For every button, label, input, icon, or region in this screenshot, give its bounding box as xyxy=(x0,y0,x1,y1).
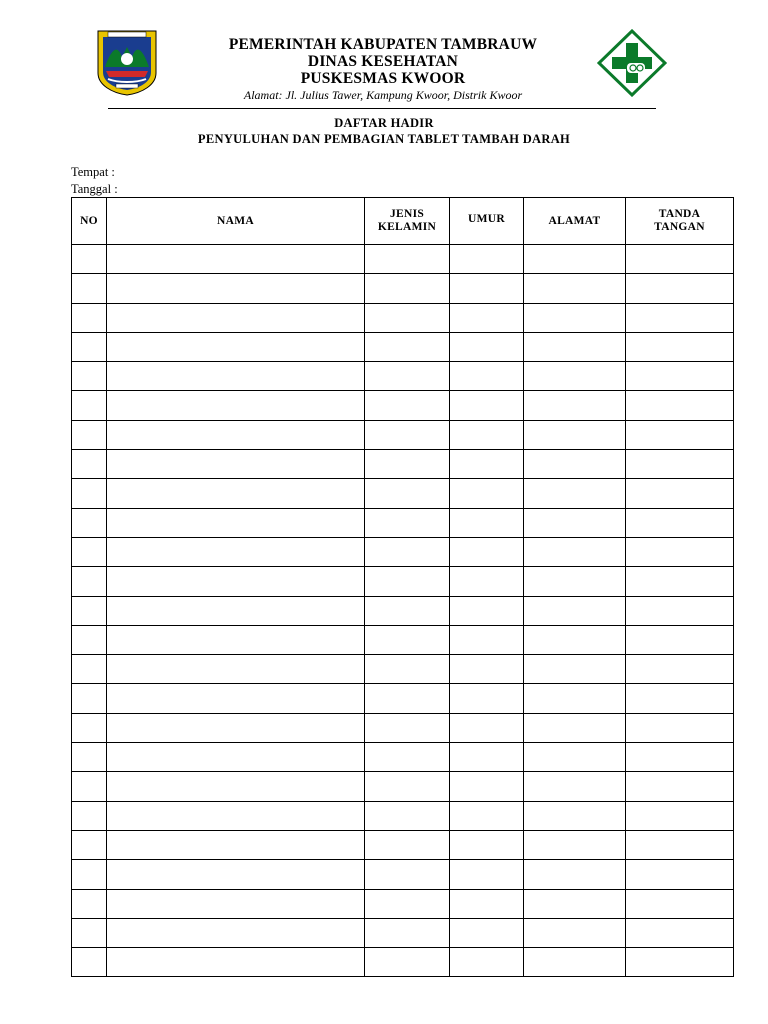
column-header-age: UMUR xyxy=(450,198,524,245)
cell-age xyxy=(450,508,524,537)
cell-gender xyxy=(365,801,450,830)
letterhead-divider xyxy=(108,108,656,109)
cell-gender xyxy=(365,684,450,713)
cell-signature xyxy=(626,274,734,303)
cell-age xyxy=(450,537,524,566)
column-header-address: ALAMAT xyxy=(524,198,626,245)
cell-signature xyxy=(626,596,734,625)
cell-age xyxy=(450,889,524,918)
cell-name xyxy=(107,450,365,479)
cell-signature xyxy=(626,830,734,859)
table-row xyxy=(72,391,734,420)
cell-address xyxy=(524,537,626,566)
table-row xyxy=(72,830,734,859)
cell-age xyxy=(450,596,524,625)
cell-address xyxy=(524,713,626,742)
cell-gender xyxy=(365,948,450,977)
cell-name xyxy=(107,918,365,947)
cell-signature xyxy=(626,391,734,420)
cell-address xyxy=(524,362,626,391)
column-header-name: NAMA xyxy=(107,198,365,245)
table-row xyxy=(72,450,734,479)
cell-age xyxy=(450,303,524,332)
cell-address xyxy=(524,860,626,889)
cell-gender xyxy=(365,713,450,742)
column-header-signature xyxy=(626,198,734,245)
cell-no xyxy=(72,362,107,391)
cell-no xyxy=(72,537,107,566)
cell-age xyxy=(450,625,524,654)
document-subtitle: PENYULUHAN DAN PEMBAGIAN TABLET TAMBAH DARAH xyxy=(197,132,571,146)
table-header-row xyxy=(72,198,734,245)
cell-no xyxy=(72,655,107,684)
cell-age xyxy=(450,450,524,479)
cell-age xyxy=(450,684,524,713)
cell-no xyxy=(72,625,107,654)
column-header-signature-label: TANDA TANGAN xyxy=(654,208,705,233)
cell-no xyxy=(72,450,107,479)
government-name: PEMERINTAH KABUPATEN TAMBRAUW xyxy=(228,36,538,53)
cell-address xyxy=(524,684,626,713)
table-row xyxy=(72,508,734,537)
cell-gender xyxy=(365,508,450,537)
cell-address xyxy=(524,889,626,918)
cell-no xyxy=(72,889,107,918)
cell-gender xyxy=(365,655,450,684)
cell-name xyxy=(107,391,365,420)
cell-signature xyxy=(626,362,734,391)
table-row xyxy=(72,537,734,566)
cell-age xyxy=(450,362,524,391)
cell-gender xyxy=(365,274,450,303)
cell-age xyxy=(450,830,524,859)
table-row xyxy=(72,743,734,772)
table-row xyxy=(72,801,734,830)
cell-signature xyxy=(626,684,734,713)
cell-signature xyxy=(626,332,734,361)
cell-gender xyxy=(365,860,450,889)
cell-name xyxy=(107,274,365,303)
cell-address xyxy=(524,450,626,479)
cell-gender xyxy=(365,420,450,449)
cell-address xyxy=(524,479,626,508)
cell-gender xyxy=(365,743,450,772)
cell-age xyxy=(450,391,524,420)
cell-age xyxy=(450,245,524,274)
cell-gender xyxy=(365,772,450,801)
cell-name xyxy=(107,479,365,508)
department-name: DINAS KESEHATAN xyxy=(307,53,459,70)
cell-signature xyxy=(626,508,734,537)
cell-name xyxy=(107,889,365,918)
cell-age xyxy=(450,274,524,303)
table-row xyxy=(72,362,734,391)
cell-signature xyxy=(626,420,734,449)
cell-gender xyxy=(365,596,450,625)
cell-name xyxy=(107,772,365,801)
place-label: Tempat : xyxy=(71,165,115,179)
cell-gender xyxy=(365,450,450,479)
cell-address xyxy=(524,274,626,303)
cell-age xyxy=(450,772,524,801)
cell-name xyxy=(107,245,365,274)
cell-signature xyxy=(626,655,734,684)
document-titles xyxy=(0,115,768,147)
cell-signature xyxy=(626,450,734,479)
cell-no xyxy=(72,860,107,889)
regency-emblem-icon xyxy=(92,27,162,97)
cell-age xyxy=(450,713,524,742)
cell-gender xyxy=(365,625,450,654)
cell-name xyxy=(107,508,365,537)
cell-gender xyxy=(365,479,450,508)
cell-address xyxy=(524,391,626,420)
cell-signature xyxy=(626,567,734,596)
letterhead xyxy=(160,36,606,103)
cell-age xyxy=(450,567,524,596)
cell-no xyxy=(72,420,107,449)
facility-name: PUSKESMAS KWOOR xyxy=(300,70,466,87)
table-row xyxy=(72,303,734,332)
cell-address xyxy=(524,508,626,537)
cell-gender xyxy=(365,245,450,274)
cell-signature xyxy=(626,625,734,654)
cell-no xyxy=(72,391,107,420)
cell-name xyxy=(107,362,365,391)
cell-no xyxy=(72,245,107,274)
cell-no xyxy=(72,684,107,713)
cell-name xyxy=(107,625,365,654)
cell-no xyxy=(72,948,107,977)
cell-name xyxy=(107,303,365,332)
cell-signature xyxy=(626,303,734,332)
cell-address xyxy=(524,918,626,947)
cell-address xyxy=(524,948,626,977)
cell-signature xyxy=(626,948,734,977)
cell-signature xyxy=(626,772,734,801)
table-row xyxy=(72,860,734,889)
cell-address xyxy=(524,772,626,801)
cell-name xyxy=(107,596,365,625)
table-row xyxy=(72,889,734,918)
cell-address xyxy=(524,245,626,274)
cell-address xyxy=(524,420,626,449)
table-row xyxy=(72,274,734,303)
table-row xyxy=(72,245,734,274)
document-title: DAFTAR HADIR xyxy=(334,116,434,130)
cell-age xyxy=(450,332,524,361)
column-header-gender-label: JENIS KELAMIN xyxy=(377,208,437,233)
cell-name xyxy=(107,567,365,596)
table-row xyxy=(72,684,734,713)
table-row xyxy=(72,625,734,654)
cell-age xyxy=(450,860,524,889)
cell-signature xyxy=(626,860,734,889)
table-row xyxy=(72,713,734,742)
cell-name xyxy=(107,830,365,859)
cell-no xyxy=(72,772,107,801)
cell-age xyxy=(450,801,524,830)
cell-address xyxy=(524,567,626,596)
column-header-gender xyxy=(365,198,450,245)
cell-gender xyxy=(365,303,450,332)
cell-name xyxy=(107,713,365,742)
cell-name xyxy=(107,801,365,830)
cell-gender xyxy=(365,567,450,596)
cell-signature xyxy=(626,479,734,508)
cell-age xyxy=(450,918,524,947)
cell-gender xyxy=(365,918,450,947)
cell-no xyxy=(72,567,107,596)
table-row xyxy=(72,948,734,977)
cell-name xyxy=(107,537,365,566)
cell-no xyxy=(72,743,107,772)
cell-no xyxy=(72,332,107,361)
cell-age xyxy=(450,743,524,772)
cell-address xyxy=(524,625,626,654)
cell-name xyxy=(107,743,365,772)
attendance-table-body xyxy=(72,245,734,977)
cell-name xyxy=(107,948,365,977)
cell-name xyxy=(107,332,365,361)
table-row xyxy=(72,479,734,508)
cell-no xyxy=(72,830,107,859)
cell-no xyxy=(72,303,107,332)
cell-gender xyxy=(365,889,450,918)
date-label: Tanggal : xyxy=(71,182,118,196)
puskesmas-cross-icon xyxy=(597,29,667,97)
facility-address: Alamat: Jl. Julius Tawer, Kampung Kwoor, Distrik Kwoor xyxy=(243,88,523,102)
cell-age xyxy=(450,479,524,508)
cell-no xyxy=(72,274,107,303)
cell-no xyxy=(72,508,107,537)
cell-address xyxy=(524,801,626,830)
table-row xyxy=(72,596,734,625)
column-header-no: NO xyxy=(72,198,107,245)
cell-gender xyxy=(365,332,450,361)
cell-name xyxy=(107,684,365,713)
cell-address xyxy=(524,303,626,332)
cell-address xyxy=(524,596,626,625)
table-row xyxy=(72,655,734,684)
cell-signature xyxy=(626,743,734,772)
cell-no xyxy=(72,918,107,947)
cell-no xyxy=(72,801,107,830)
cell-name xyxy=(107,420,365,449)
cell-gender xyxy=(365,362,450,391)
cell-no xyxy=(72,479,107,508)
cell-name xyxy=(107,860,365,889)
cell-name xyxy=(107,655,365,684)
cell-signature xyxy=(626,713,734,742)
cell-no xyxy=(72,713,107,742)
cell-address xyxy=(524,332,626,361)
table-row xyxy=(72,772,734,801)
cell-age xyxy=(450,948,524,977)
cell-address xyxy=(524,655,626,684)
cell-signature xyxy=(626,537,734,566)
cell-no xyxy=(72,596,107,625)
attendance-table xyxy=(71,197,734,977)
cell-age xyxy=(450,655,524,684)
cell-gender xyxy=(365,830,450,859)
table-row xyxy=(72,332,734,361)
cell-signature xyxy=(626,801,734,830)
table-row xyxy=(72,420,734,449)
cell-signature xyxy=(626,245,734,274)
cell-gender xyxy=(365,537,450,566)
cell-age xyxy=(450,420,524,449)
cell-address xyxy=(524,830,626,859)
cell-signature xyxy=(626,918,734,947)
table-row xyxy=(72,567,734,596)
table-row xyxy=(72,918,734,947)
cell-address xyxy=(524,743,626,772)
cell-signature xyxy=(626,889,734,918)
cell-gender xyxy=(365,391,450,420)
